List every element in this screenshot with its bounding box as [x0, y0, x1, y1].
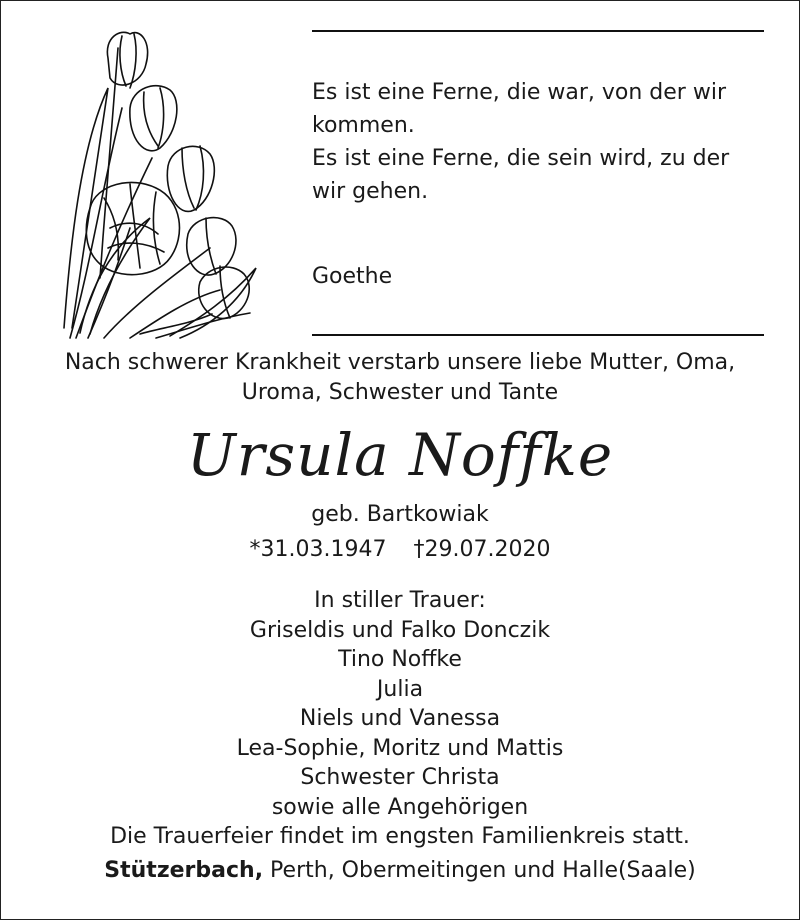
- death-date: †29.07.2020: [413, 537, 551, 562]
- place-line: [0, 856, 800, 886]
- deceased-name: Ursula Noffke: [186, 421, 614, 489]
- bottom-divider: [312, 334, 764, 336]
- born-name: geb. Bartkowiak: [311, 502, 489, 527]
- mourner-name: Niels und Vanessa: [299, 706, 501, 731]
- mourners-list: [0, 586, 800, 852]
- poem-quote: [312, 76, 772, 208]
- quote-line: Es ist eine Ferne, die sein wird, zu der: [312, 146, 730, 171]
- top-divider: [312, 30, 764, 32]
- quote-line: wir gehen.: [312, 179, 429, 204]
- life-dates: [0, 534, 800, 566]
- intro-line: Uroma, Schwester und Tante: [241, 380, 559, 405]
- mourner-name: Julia: [376, 676, 424, 702]
- other-places: Perth, Obermeitingen und Halle(Saale): [263, 858, 696, 883]
- tulip-bouquet-icon: [60, 28, 260, 340]
- mourner-name: Lea-Sophie, Moritz und Mattis: [236, 735, 564, 761]
- birth-date: *31.03.1947: [249, 537, 387, 562]
- funeral-notice: Die Trauerfeier findet im engsten Familienkreis statt.: [110, 824, 690, 849]
- mourner-name: Schwester Christa: [300, 765, 500, 790]
- quote-author: Goethe: [312, 264, 393, 289]
- mourner-name: Tino Noffke: [338, 647, 462, 672]
- quote-line: Es ist eine Ferne, die war, von der wir: [312, 80, 726, 105]
- intro-line: Nach schwerer Krankheit verstarb unsere liebe Mutter, Oma,: [64, 350, 736, 375]
- intro-text: [0, 348, 800, 408]
- main-place: Stützerbach,: [104, 858, 264, 883]
- quote-line: kommen.: [312, 113, 415, 138]
- mourner-name: Griseldis und Falko Donczik: [249, 617, 551, 643]
- mourners-heading: In stiller Trauer:: [314, 588, 486, 613]
- mourner-name: sowie alle Angehörigen: [271, 794, 529, 820]
